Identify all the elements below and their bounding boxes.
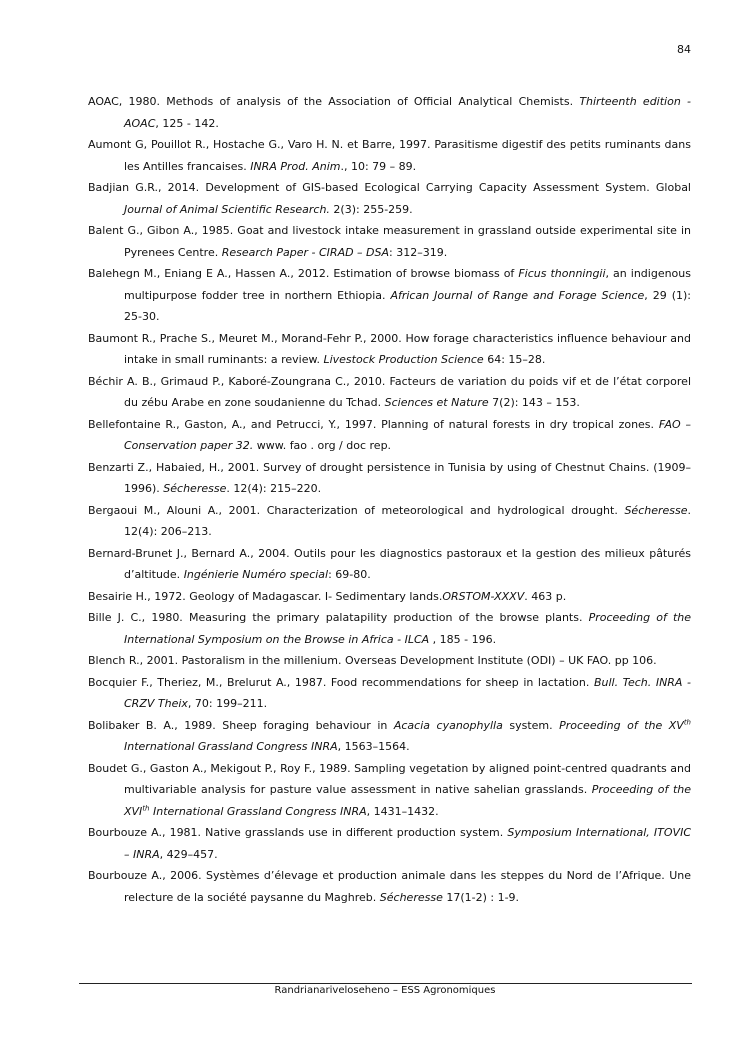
text-segment: Bellefontaine R., Gaston, A., and Petrucci, Y., 1997. Planning of natural forests in dry tropical zones. [88, 417, 659, 431]
text-segment: , 29 (1): 25-30. [124, 288, 691, 323]
reference-entry [88, 220, 691, 263]
italic-segment: Research Paper - CIRAD – DSA [221, 245, 390, 259]
text-segment: , 1431–1432. [366, 804, 439, 818]
italic-segment: Acacia cyanophylla [393, 718, 503, 732]
reference-entry [88, 91, 691, 134]
text-segment: Bourbouze A., 1981. Native grasslands use in different production system. [88, 826, 508, 839]
italic-segment: International Grassland Congress INRA [124, 740, 338, 753]
reference-entry [88, 758, 691, 823]
text-segment: AOAC, 1980. Methods of analysis of the Association of Official Analytical Chemists. [88, 95, 580, 108]
italic-segment: Proceeding of the XV [559, 718, 684, 732]
text-segment: Blench R., 2001. Pastoralism in the millenium. Overseas Development Institute (ODI) – UK FAO. pp 106. [88, 654, 657, 667]
text-segment: 17(1-2) : 1-9. [442, 890, 520, 904]
text-segment: , 1563–1564. [337, 740, 410, 753]
reference-entry [88, 500, 691, 543]
reference-list [88, 91, 691, 908]
italic-segment: International Grassland Congress INRA [149, 804, 367, 818]
text-segment: Bernard-Brunet J., Bernard A., 2004. Outils pour les diagnostics pastoraux et la gestion des milieux pâturés d’altitude. [88, 546, 691, 581]
italic-segment: Proceeding of the XVI [124, 783, 691, 818]
italic-segment: Sécheresse [163, 482, 227, 495]
text-segment: , an indigenous multipurpose fodder tree in northern Ethiopia. [124, 267, 691, 302]
text-segment: Benzarti Z., Habaied, H., 2001. Survey of drought persistence in Tunisia by using of Chestnut Chains. (1909–1996). [88, 460, 691, 495]
reference-entry [88, 177, 691, 220]
text-segment: 64: 15–28. [483, 353, 546, 366]
reference-entry [88, 650, 691, 672]
reference-entry [88, 134, 691, 177]
text-segment: , 125 - 142. [155, 116, 219, 130]
text-segment: . 12(4): 215–220. [226, 482, 322, 495]
text-segment: Aumont G, Pouillot R., Hostache G., Varo H. N. et Barre, 1997. Parasitisme digestif des petits ruminants dans les Antilles francaises. [88, 138, 691, 173]
text-segment: : 69-80. [328, 568, 371, 581]
text-segment: Bille J. C., 1980. Measuring the primary palatapility production of the browse plants. [88, 611, 589, 624]
text-segment: ., 10: 79 – 89. [340, 159, 417, 173]
reference-entry [88, 586, 691, 608]
reference-entry [88, 457, 691, 500]
italic-segment: ORSTOM-XXXV [442, 589, 525, 603]
text-segment: , 70: 199–211. [187, 697, 268, 710]
italic-segment: Sécheresse [379, 890, 443, 904]
text-segment: Bolibaker B. A., 1989. Sheep foraging behaviour in [88, 718, 394, 732]
text-segment: system. [502, 718, 560, 732]
text-segment: 2(3): 255-259. [329, 202, 413, 216]
italic-segment: FAO – Conservation paper 32. [124, 417, 691, 452]
italic-segment: th [142, 803, 150, 812]
text-segment: www. fao . org / doc rep. [253, 439, 392, 452]
footer-divider [79, 983, 692, 984]
text-segment: . 12(4): 206–213. [124, 503, 691, 538]
italic-segment: African Journal of Range and Forage Science [390, 288, 645, 302]
text-segment: : 312–319. [389, 245, 448, 259]
reference-entry [88, 328, 691, 371]
italic-segment: th [683, 717, 691, 726]
footer-text: Randrianarivelosehenо – ESS Agronomiques [274, 985, 496, 996]
page-number: 84 [677, 43, 691, 56]
italic-segment: INRA Prod. Anim [250, 159, 341, 173]
text-segment: Boudet G., Gaston A., Mekigout P., Roy F., 1989. Sampling vegetation by aligned point-centred quadrants and multivariable analysis for pasture value assessment in native sahelian grasslands. [88, 761, 691, 796]
italic-segment: Proceeding of the International Symposium on the Browse in Africa - ILCA [124, 611, 692, 646]
text-segment: . 463 p. [524, 589, 567, 603]
reference-entry [88, 263, 691, 328]
italic-segment: Sciences et Nature [384, 396, 489, 409]
text-segment: Bergaoui M., Alouni A., 2001. Characterization of meteorological and hydrological drought. [88, 503, 625, 517]
reference-entry [88, 414, 691, 457]
text-segment: , 185 - 196. [429, 632, 497, 646]
reference-entry [88, 672, 691, 715]
reference-entry [88, 822, 691, 865]
reference-entry [88, 607, 691, 650]
reference-entry [88, 865, 691, 908]
text-segment: Besairie H., 1972. Geology of Madagascar. I- Sedimentary lands. [88, 589, 443, 603]
text-segment: 7(2): 143 – 153. [488, 396, 580, 409]
text-segment: , 429–457. [159, 847, 218, 861]
italic-segment: Livestock Production Science [323, 353, 484, 366]
italic-segment: Thirteenth edition - AOAC [124, 95, 692, 130]
text-segment: Balehegn M., Eniang E A., Hassen A., 2012. Estimation of browse biomass of [88, 267, 519, 280]
text-segment: Bocquier F., Theriez, M., Brelurut A., 1987. Food recommendations for sheep in lactation. [88, 675, 594, 689]
italic-segment: Symposium International, ITOVIC – INRA [124, 826, 691, 861]
text-segment: Badjian G.R., 2014. Development of GIS-based Ecological Carrying Capacity Assessment System. Global [88, 181, 691, 194]
text-segment: Baumont R., Prache S., Meuret M., Morand-Fehr P., 2000. How forage characteristics influence behaviour and intake in small ruminants: a review. [88, 331, 691, 366]
text-segment: Béchir A. B., Grimaud P., Kaboré-Zoungrana C., 2010. Facteurs de variation du poids vif et de l’état corporel du zébu Arabe en zone soudanienne du Tchad. [88, 374, 691, 409]
italic-segment: Sécheresse [624, 503, 688, 517]
text-segment: Bourbouze A., 2006. Systèmes d’élevage et production animale dans les steppes du Nord de l’Afrique. Une relecture de la société paysanne du Maghreb. [88, 869, 691, 904]
reference-entry [88, 715, 691, 758]
reference-entry [88, 371, 691, 414]
italic-segment: Journal of Animal Scientific Research. [124, 202, 330, 216]
reference-entry [88, 543, 691, 586]
italic-segment: Ficus thonningii [518, 267, 606, 280]
italic-segment: Bull. Tech. INRA - CRZV Theix [124, 675, 691, 710]
italic-segment: Ingénierie Numéro special [183, 568, 329, 581]
text-segment: Balent G., Gibon A., 1985. Goat and livestock intake measurement in grassland outside experimental site in Pyrenees Centre. [88, 224, 691, 259]
